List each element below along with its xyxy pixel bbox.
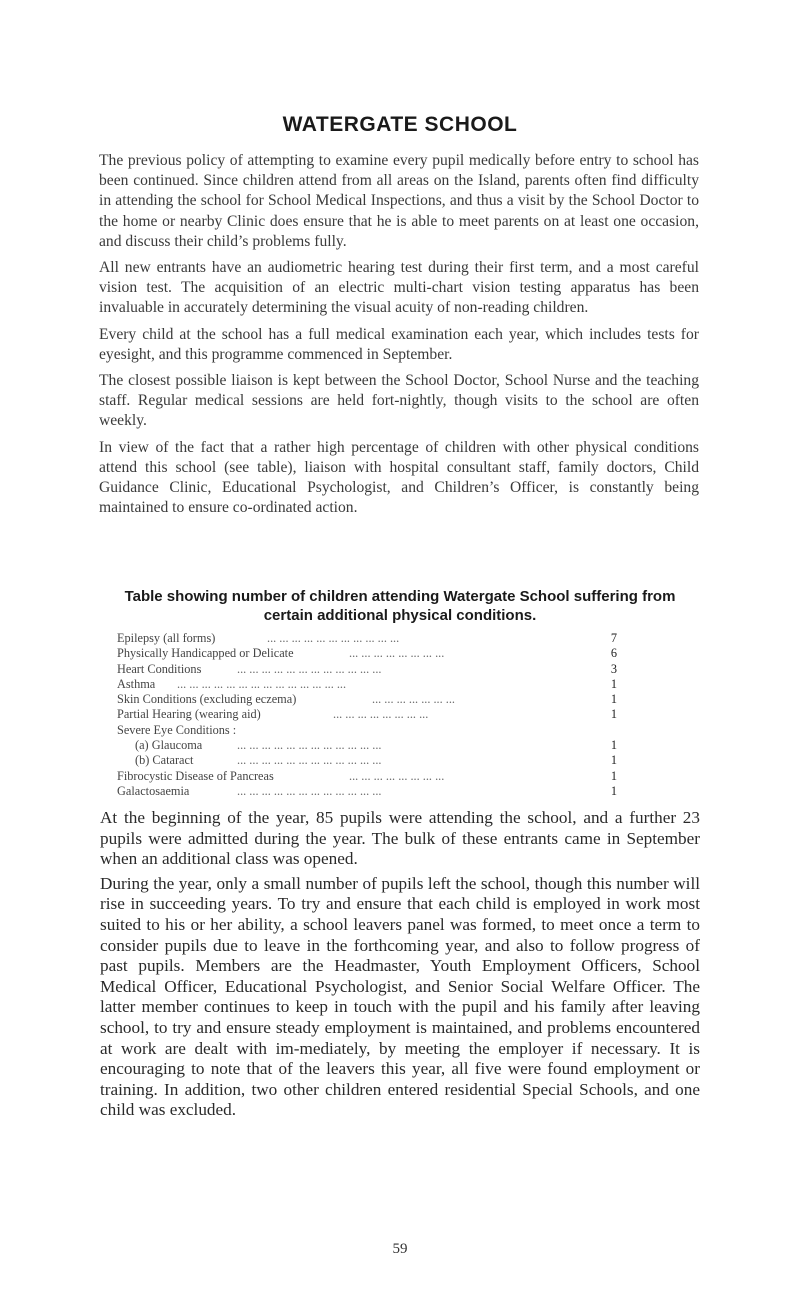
page-title: WATERGATE SCHOOL bbox=[282, 113, 518, 136]
condition-count: 1 bbox=[610, 692, 617, 707]
table-row bbox=[117, 692, 617, 707]
leader-dots: ... ... ... ... ... ... ... ... bbox=[349, 768, 445, 783]
intro-paragraph: All new entrants have an audiometric hearing test during their first term, and a most careful vision test. The acquisition of an electric multi-chart vision testing apparatus has been invaluable in accurately determining the visual acuity of non-reading children. bbox=[99, 259, 699, 317]
table-row bbox=[117, 723, 617, 738]
table-caption-line: Table showing number of children attending Watergate School suffering from bbox=[124, 588, 676, 605]
intro-paragraph: The previous policy of attempting to examine every pupil medically before entry to school has been continued. Since children attend from all areas on the Island, parents often find difficulty in attending the school for School Medical Inspections, and thus a visit by the School Doctor to the home or nearby Clinic does ensure that he is able to meet parents on at least one occasion, and discuss their child’s problems fully. bbox=[99, 152, 699, 250]
table-row bbox=[117, 707, 617, 722]
condition-label: Severe Eye Conditions : bbox=[117, 722, 237, 737]
closing-section bbox=[100, 808, 700, 1125]
leader-dots: ... ... ... ... ... ... ... ... ... ... ... ... ... ... bbox=[177, 676, 347, 691]
condition-count: 1 bbox=[610, 738, 617, 753]
closing-paragraph: During the year, only a small number of pupils left the school, though this number will rise in succeeding years. To try and ensure that each child is employed in work most suited to his or her ability, a school leavers panel was formed, to meet once a term to consider pupils due to leave in the forthcoming year, and also to follow progress of past pupils. Members are the Headmaster, Youth Employment Officers, School Medical Officer, Educational Psychologist, and Senior Social Welfare Officer. The latter member continues to keep in touch with the pupil and his family after leaving school, to try and ensure steady employment is maintained, and problems encountered at work are dealt with im-mediately, by meeting the employer if necessary. It is encouraging to note that of the leavers this year, all five were found employment or training. In addition, two other children entered residential Special Schools, and one child was excluded. bbox=[100, 873, 700, 1120]
intro-paragraph: Every child at the school has a full medical examination each year, which includes tests for eyesight, and this programme commenced in September. bbox=[99, 325, 699, 363]
condition-count: 3 bbox=[610, 661, 617, 676]
leader-dots: ... ... ... ... ... ... ... ... ... ... ... ... bbox=[237, 753, 382, 768]
condition-label: Asthma bbox=[117, 676, 156, 691]
table-row bbox=[117, 631, 617, 646]
leader-dots: ... ... ... ... ... ... ... ... bbox=[333, 707, 429, 722]
table-row bbox=[117, 662, 617, 677]
table-caption bbox=[60, 587, 740, 625]
condition-count: 1 bbox=[610, 753, 617, 768]
condition-label: Partial Hearing (wearing aid) bbox=[117, 707, 261, 722]
leader-dots: ... ... ... ... ... ... ... bbox=[372, 692, 456, 707]
leader-dots: ... ... ... ... ... ... ... ... ... ... ... ... bbox=[237, 661, 382, 676]
condition-label: Skin Conditions (excluding eczema) bbox=[117, 692, 297, 707]
table-row bbox=[117, 753, 617, 768]
table-caption-line: certain additional physical conditions. bbox=[263, 607, 537, 624]
leader-dots: ... ... ... ... ... ... ... ... ... ... ... ... bbox=[237, 738, 382, 753]
table-row bbox=[117, 646, 617, 661]
condition-count: 7 bbox=[610, 631, 617, 645]
condition-label: (b) Cataract bbox=[135, 753, 194, 768]
page-number: 59 bbox=[392, 1241, 408, 1257]
condition-label: Galactosaemia bbox=[117, 783, 190, 798]
condition-label: Heart Conditions bbox=[117, 661, 202, 676]
table-row bbox=[117, 784, 617, 799]
condition-label: (a) Glaucoma bbox=[135, 738, 203, 753]
intro-paragraph: The closest possible liaison is kept between the School Doctor, School Nurse and the teaching staff. Regular medical sessions are held fort-nightly, though visits to the school are often weekly. bbox=[99, 372, 699, 430]
condition-label: Epilepsy (all forms) bbox=[117, 631, 216, 645]
condition-count: 1 bbox=[610, 676, 617, 691]
closing-paragraph: At the beginning of the year, 85 pupils were attending the school, and a further 23 pupils were admitted during the year. The bulk of these entrants came in September when an additional class was opened. bbox=[100, 808, 700, 869]
leader-dots: ... ... ... ... ... ... ... ... bbox=[349, 646, 445, 661]
condition-count: 1 bbox=[610, 783, 617, 798]
condition-count: 1 bbox=[610, 768, 617, 783]
condition-count: 1 bbox=[610, 707, 617, 722]
condition-label: Fibrocystic Disease of Pancreas bbox=[117, 768, 274, 783]
condition-label: Physically Handicapped or Delicate bbox=[117, 646, 294, 661]
conditions-table bbox=[117, 631, 617, 799]
leader-dots: ... ... ... ... ... ... ... ... ... ... ... bbox=[267, 631, 400, 645]
condition-count: 6 bbox=[610, 646, 617, 661]
table-row bbox=[117, 738, 617, 753]
leader-dots: ... ... ... ... ... ... ... ... ... ... ... ... bbox=[237, 783, 382, 798]
table-row bbox=[117, 769, 617, 784]
intro-section bbox=[99, 151, 699, 524]
table-row bbox=[117, 677, 617, 692]
intro-paragraph: In view of the fact that a rather high percentage of children with other physical conditions attend this school (see table), liaison with hospital consultant staff, family doctors, Child Guidance Clinic, Educational Psychologist, and Children’s Officer, is constantly being maintained to ensure co-ordinated action. bbox=[99, 438, 699, 517]
